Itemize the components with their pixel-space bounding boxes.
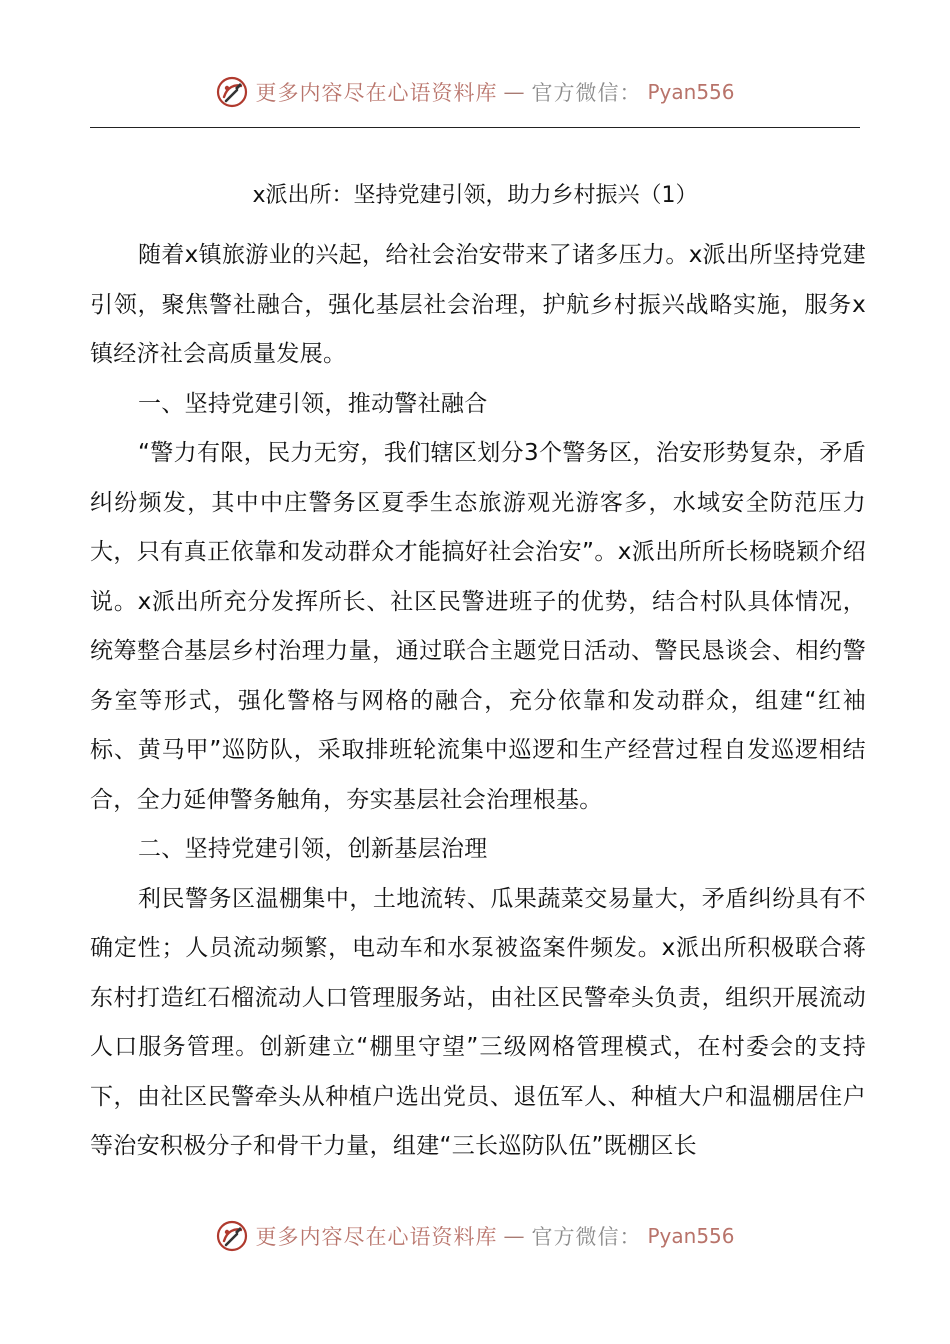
logo-icon — [215, 1219, 249, 1253]
document-body — [90, 231, 866, 1172]
logo-icon — [215, 75, 249, 109]
footer-watermark — [0, 1216, 950, 1256]
paragraph-section-2: 利民警务区温棚集中，土地流转、瓜果蔬菜交易量大，矛盾纠纷具有不确定性；人员流动频繁，电动车和水泵被盗案件频发。x派出所积极联合蒋东村打造红石榴流动人口管理服务站，由社区民警牵头负责，组织开展流动人口服务管理。创新建立“棚里守望”三级网格管理模式，在村委会的支持下，由社区民警牵头从种植户选出党员、退伍军人、种植大户和温棚居住户等治安积极分子和骨干力量，组建“三长巡防队伍”既棚区长 — [90, 885, 866, 1159]
watermark-separator: — — [503, 1224, 526, 1248]
watermark-label: 官方微信： — [531, 1225, 642, 1249]
watermark-text: 更多内容尽在心语资料库 — [255, 1225, 498, 1249]
header-divider — [90, 127, 860, 128]
watermark-separator: — — [503, 80, 526, 104]
header-watermark — [0, 72, 950, 112]
section-heading-1: 一、坚持党建引领，推动警社融合 — [138, 390, 488, 417]
watermark-text: 更多内容尽在心语资料库 — [255, 81, 498, 105]
document-title: x派出所：坚持党建引领，助力乡村振兴（1） — [252, 183, 698, 208]
paragraph-section-1: “警力有限，民力无穷，我们辖区划分3个警务区，治安形势复杂，矛盾纠纷频发，其中中庄警务区夏季生态旅游观光游客多，水域安全防范压力大，只有真正依靠和发动群众才能搞好社会治安”。x派出所所长杨晓颖介绍说。x派出所充分发挥所长、社区民警进班子的优势，结合村队具体情况，统筹整合基层乡村治理力量，通过联合主题党日活动、警民恳谈会、相约警务室等形式，强化警格与网格的融合，充分依靠和发动群众，组建“红袖标、黄马甲”巡防队，采取排班轮流集中巡逻和生产经营过程自发巡逻相结合，全力延伸警务触角，夯实基层社会治理根基。 — [90, 440, 866, 813]
watermark-label: 官方微信： — [531, 81, 642, 105]
watermark-wechat-id: Pyan556 — [647, 1224, 735, 1248]
paragraph-intro: 随着x镇旅游业的兴起，给社会治安带来了诸多压力。x派出所坚持党建引领，聚焦警社融合，强化基层社会治理，护航乡村振兴战略实施，服务x镇经济社会高质量发展。 — [90, 242, 866, 367]
section-heading-2: 二、坚持党建引领，创新基层治理 — [138, 836, 488, 862]
watermark-wechat-id: Pyan556 — [647, 80, 735, 104]
